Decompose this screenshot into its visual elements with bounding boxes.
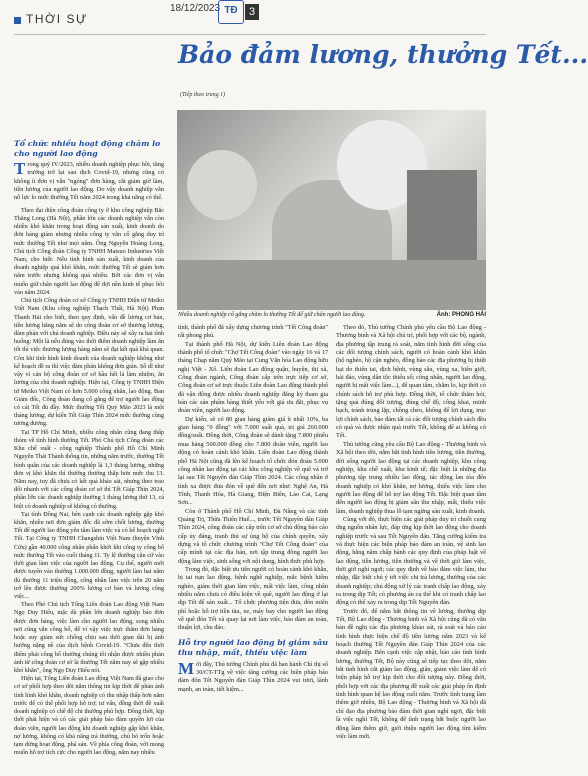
paragraph: Trong đó, đặc biệt ưu tiên người có hoàn cảnh khó khăn, bị tai nạn lao động, bệnh nghề nghiệp, mắc bệnh hiểm nghèo, giảm thời gian làm việc, mất việc làm, công nhân nhiều năm chưa có điều kiện về quê, người lao động ở lại dịp Tết để sản xuất... Tổ chức phương tiện đưa, đón miễn phí hoặc hỗ trợ tiền tàu, xe, máy bay cho người lao động về quê đón Tết và quay lại nơi làm việc, bảo đảm an toàn, thuận lợi, chu đáo. [178, 565, 328, 632]
paragraph: Tại TP Hồ Chí Minh, nhiều công nhân cũng đang thấp thỏm về tình hình thưởng Tết. Phó Chủ tịch Công đoàn các Khu chế xuất - công nghiệp Thành phố Hồ Chí Minh Nguyễn Thái Thành thông tin, những năm trước, thưởng Tết bình quân của các doanh nghiệp là 1,3 tháng lương, những đơn vị khó khăn thì thưởng thường thấp hơn mức thu 13. Năm nay, tuy đã chưa có kết quả khảo sát, nhưng theo trao đổi nhanh với các công đoàn cơ sở thì Tết Giáp Thìn 2024, phần lớn các doanh nghiệp thưởng 1 tháng lương thứ 13, cá biệt có doanh nghiệp sẽ không có thưởng. [14, 428, 164, 510]
paragraph: Theo Phó Chủ tịch Tổng Liên đoàn Lao động Việt Nam Ngọ Duy Hiểu, mặc dù phần lớn doanh nghiệp báo đơn được đơn hàng, việc làm cho người lao động, song nhiều nơi cũng vẫn công bố, để vì vậy việc trực thăm đơn hàng hoặc suy giảm sức chống chịu sau thời gian dài bị ảnh hưởng nặng nề của dịch bệnh Covid-19. "Chưa đến thời điểm phải công bố thưởng chúng tôi nhận được nhiều phản ánh từ công đoàn cơ sở là thưởng Tết năm nay sẽ gặp nhiều khó khăn", ông Ngọ Duy Hiểu nói. [14, 601, 164, 674]
paragraph: Dự kiến, sẽ có 80 gian hàng giảm giá ít nhất 10%, ba gian hàng "0 đồng" với 7.000 suất quà, trị giá 260.000 đồng/suất. Đồng thời, Công đoàn sẽ dành tặng 7.800 phiếu mua hàng 500.000 đồng cho 7.800 đoàn viên, người lao động có hoàn cảnh khó khăn. Liên đoàn Lao động thành phố Hà Nội cũng đã lên kế hoạch tổ chức đón đoàn 5.000 công nhân lao động tại các khu công nghiệp về quê và trở lại sau Tết Nguyên đán Giáp Thìn 2024. Các công nhân ở tỉnh xa được đưa đón về quê đến nơi như: Nghệ An, Hà Tĩnh, Thanh Hóa, Hà Giang, Điện Biên, Lào Cai, Lạng Sơn... [178, 415, 328, 507]
paragraph: tỉnh, thành phố đã xây dựng chương trình "Tết Công đoàn" rất phong phú. [178, 324, 328, 340]
newspaper-logo: TĐ [218, 0, 244, 24]
paragraph: Trước đó, để nắm bắt thông tin về lương, thưởng dịp Tết, Bộ Lao động - Thương binh và Xã hội cũng đã có văn bản đề nghị các địa phương khảo sát, rà soát và báo cáo tình hình thực hiện chế độ tiền lương năm 2023 và kế hoạch thưởng Tết Nguyên đán Giáp Thìn 2024 của các doanh nghiệp. Bên cạnh việc cập nhật, báo cáo tình hình lương, thưởng Tết, Bộ này cũng sẽ tiếp tục theo dõi, nắm bắt tình hình cắt giảm lao động, giãn, giảm việc làm để có biện pháp hỗ trợ kịp thời cho đối tượng này. Đồng thời, phối hợp với các địa phương đề xuất các giải pháp ổn định tình hình quan hệ lao động cuối năm. Trước tình trạng làm thêm giờ nhiều, Bộ Lao động - Thương binh và Xã hội đã chỉ đạo địa phương bảo đảm thời gian nghỉ ngơi, đặc biệt là việc nghỉ Tết, không để tình trạng bắt buộc người lao động làm thêm giờ, giới thiệu người lao động tìm kiếm việc làm mới. [336, 607, 486, 740]
photo-credit: Ảnh: PHONG HẢI [436, 312, 486, 318]
intro-text: rong quý IV/2023, nhiều doanh nghiệp phục hồi, tăng trưởng trở lại sau dịch Covid-19, nhưng cũng có không ít đơn vị vẫn "ngóng" đơn hàng, cắt giảm giờ làm, tiền lương của người lao động. Do vậy doanh nghiệp vẫn nỗ lực lo mức thưởng Tết năm 2024 trong khả năng có thể. [14, 161, 164, 202]
paragraph-text: ới đây, Thủ tướng Chính phủ đã ban hành Chỉ thị số 30/CT-TTg về việc tăng cường các biện pháp bảo đảm đón Tết Nguyên đán Giáp Thìn 2024 vui tươi, lành mạnh, an toàn, tiết kiệm... [178, 660, 328, 693]
section-marker [14, 17, 21, 24]
paragraph: Cùng với đó, thực hiện các giải pháp duy trì chuỗi cung ứng nguồn nhân lực, đáp ứng kịp thời lao động cho doanh nghiệp trước và sau Tết Nguyên đán. Tăng cường kiểm tra và thực hiện các biện pháp bảo đảm an toàn, vệ sinh lao động, hằng năm chấp hành các quy định của pháp luật về lao động, tiền lương, tiền thưởng và về thời giờ làm việc, thời giờ nghỉ ngơi; các quy định về bảo đảm việc làm, thu nhập, đặc biệt chú ý tới việc chi trả lương, thưởng của các doanh nghiệp; chủ động xử lý các tranh chấp lao động, xảy ra trong dịp Tết; có phương án cụ thể khi có tranh chấp lao động có thể xảy ra trong dịp Tết Nguyên đán. [336, 515, 486, 607]
caption-text: Nhiều doanh nghiệp cố gắng chăm lo thưởng Tết để giữ chân người lao động. [178, 312, 366, 318]
paragraph: Thủ tướng cũng yêu cầu Bộ Lao động - Thương binh và Xã hội theo dõi, nắm bắt tình hình tiền lương, tiền thưởng, đời sống người lao động tại các doanh nghiệp, khu công nghiệp, khu chế xuất, khu kinh tế; đặc biệt là những địa phương tập trung nhiều lao động, tác động lan tỏa đến doanh nghiệp có khó khăn, nợ lương, thiếu việc làm cho người lao động để hỗ trợ lao động Tết. Đặc biệt quan tâm đến người lao động bị giảm sâu thu nhập, mất, thiếu việc làm, doanh nghiệp thua lỗ tạm ngừng sản xuất, kinh doanh. [336, 440, 486, 515]
paragraph: Theo đại diện công đoàn công ty ở khu công nghiệp Bắc Thăng Long (Hà Nội), phần lớn các doanh nghiệp vẫn còn nhiều khó khăn trong hoạt động sản xuất, kinh doanh do đơn hàng giảm nhưng nhiều công ty vẫn cố gắng duy trì mức thưởng Tết như mọi năm. Ông Nguyễn Hoàng Long, Chủ tịch Công đoàn Công ty TNHH Matsuo Industries Việt Nam, cho biết: Nếu tình hình sản xuất, kinh doanh của doanh nghiệp quá khó khăn, mức thưởng Tết sẽ giảm hơn năm trước nhưng không quá nhiều. Bởi các đơn vị vẫn muốn giữ chân người lao động để đợi nền kinh tế phục hồi vào năm 2024. [14, 206, 164, 296]
paragraph: Hiện tại, Tổng Liên đoàn Lao động Việt Nam đã giao cho cơ sở phối hợp theo dõi nắm thông tin kịp thời để phản ánh tình hình khó khăn, doanh nghiệp có thu nhập thấp hơn năm trước để có thể phối hợp hỗ trợ; tư vấn, đồng thời đề xuất doanh nghiệp có chế độ chi thưởng phù hợp. Đồng thời, kịp thời phát hiện và có các giải pháp bảo đảm quyền lợi của đoàn viên, người lao động khi doanh nghiệp gặp khó khăn, nợ lương, không có khả năng trả thưởng, chủ bỏ trốn hoặc tạm dừng hoạt động, phá sản. Về phía công đoàn, với mong muốn hỗ trợ tích cực cho người lao động, năm nay nhiều [14, 675, 164, 757]
article-photo [177, 110, 486, 310]
paragraph: Theo đó, Thủ tướng Chính phủ yêu cầu Bộ Lao động - Thương binh và Xã hội chủ trì, phối hợp với các bộ, ngành, địa phương tập trung rà soát, nắm tình hình đời sống của các đối tượng chính sách, người có hoàn cảnh khó khăn (hộ nghèo, hộ cận nghèo, đồng bào các địa phương bị thiệt hại do thiên tai, dịch bệnh, vùng sâu, vùng xa, biên giới, hải đảo, vùng dân tộc thiểu số; công nhân, người lao động, người bị mất việc làm...), để quan tâm, chăm lo, kịp thời có chính sách hỗ trợ phù hợp. Đồng thời, tổ chức thăm hỏi, tặng quà đúng đối tượng, đúng chế độ, công khai, minh bạch, tránh trùng lặp, chồng chéo, không để lợi dụng, trục lợi chính sách, bảo đảm tất cả các đối tượng chính sách đều có quà và được nhận quà trước Tết, không để ai không có Tết. [336, 324, 486, 440]
subheading-2: Hỗ trợ người lao động bị giảm sâu thu nhập, mất, thiếu việc làm [178, 637, 328, 657]
header-divider [14, 34, 486, 35]
photo-caption [178, 312, 486, 318]
drop-cap: M [178, 658, 195, 678]
subheading-1: Tổ chức nhiều hoạt động chăm lo cho người lao động [14, 139, 161, 158]
paragraph: Tại tỉnh Đồng Nai, bên cạnh các doanh nghiệp gặp khó khăn, nhiều nơi đơn giảm đốc đã sớm chốt lương, thưởng Tết để người lao động yên tâm làm việc và có kế hoạch nghỉ Tết. Tại Công ty TNHH Changshin Việt Nam (huyện Vĩnh Cửu) gần 40.000 công nhân phấn khởi khi công ty công bố mức thưởng Tết vào cuối tháng 11. Ty lệ thưởng căn cứ vào thời gian làm việc của người lao động. Cụ thể, người mới được tuyển vào thưởng 1.000.000 đồng, người làm hai năm đủ thưởng 11 triệu đồng, công nhân làm việc trên 20 năm trở lên được thưởng 200% lương cơ bản và lương công việc... [14, 510, 164, 600]
column-2 [178, 324, 328, 694]
column-1 [14, 207, 164, 758]
paragraph: Tại thành phố Hà Nội, dự kiến Liên đoàn Lao động thành phố tổ chức "Chợ Tết Công đoàn" vào ngày 16 và 17 tháng Chạp năm Quý Mão tại Cung Văn hóa Lao động hữu nghị Việt - Xô. Liên đoàn Lao động quận, huyện, thị xã, Công đoàn ngành, Công đoàn cấp trên trực tiếp cơ sở, Công đoàn cơ sở trực thuộc Liên đoàn Lao động thành phố đã vận động được nhiều doanh nghiệp đăng ký tham gia bán các sản phẩm hàng thiết yếu với giá ưu đãi, phục vụ đoàn viên, người lao động. [178, 340, 328, 415]
issue-date: 18/12/2023 [170, 3, 221, 14]
paragraph [178, 658, 328, 694]
page-header [0, 0, 500, 38]
section-title: THỜI SỰ [26, 12, 88, 26]
page-number: 3 [245, 4, 259, 20]
drop-cap: T [14, 159, 26, 178]
article-intro [14, 161, 164, 203]
paragraph: Còn ở Thành phố Hồ Chí Minh, Đà Nẵng và các tỉnh Quảng Trị, Thừa Thiên Huế..., trước Tết Nguyên đán Giáp Thìn 2024, công đoàn các cấp trên cơ sở chủ động báo cáo cấp ủy đảng, tranh thủ sự ủng hộ của chính quyền, xây dựng và tổ chức chương trình "Chợ Tết Công đoàn" của cấp mình tại các địa bàn, nơi tập trung đông người lao động làm việc, sinh sống với nội dung, hình thức phù hợp. [178, 507, 328, 565]
continued-note: (Tiếp theo trang 1) [180, 92, 226, 98]
column-3 [336, 324, 486, 741]
paragraph: Chủ tịch Công đoàn cơ sở Công ty TNHH Điện tử Meiko Việt Nam (Khu công nghiệp Thạch Thất, Hà Nội) Phan Thanh Hải cho biết, theo quy định, vấn đề lương cơ bản, tiền lương hằng năm sẽ do công đoàn cơ sở thương lượng, đàm phán với chủ doanh nghiệp. Điều này sẽ xây ra hai tình huống: Một là nếu đúng vào thời điểm doanh nghiệp làm ăn tốt thì việc thương lượng hàng năm sẽ đạt kết quả khả quan. Còn khi tình hình kinh doanh của doanh nghiệp không như kế hoạch đề ra thì việc đàm phán không đơn giản. Số dĩ như vậy vì cán bộ công đoàn cơ sở hầu hết là làm nhiệm, ăn lương của chủ doanh nghiệp. Hiện tại, Công ty TNHH Điện tử Meiko Việt Nam có hơn 5.000 công nhân, lao động. Ban Giám đốc, Công đoàn đang cố gắng để trợ người lao động có cái Tết đủ đầy. Mức thưởng Tết Quý Mão 2023 là một tháng lương; dự kiến Tết Giáp Thìn 2024 mức thưởng cũng tương đương. [14, 297, 164, 428]
article-headline: Bảo đảm lương, thưởng Tết... [178, 40, 588, 69]
